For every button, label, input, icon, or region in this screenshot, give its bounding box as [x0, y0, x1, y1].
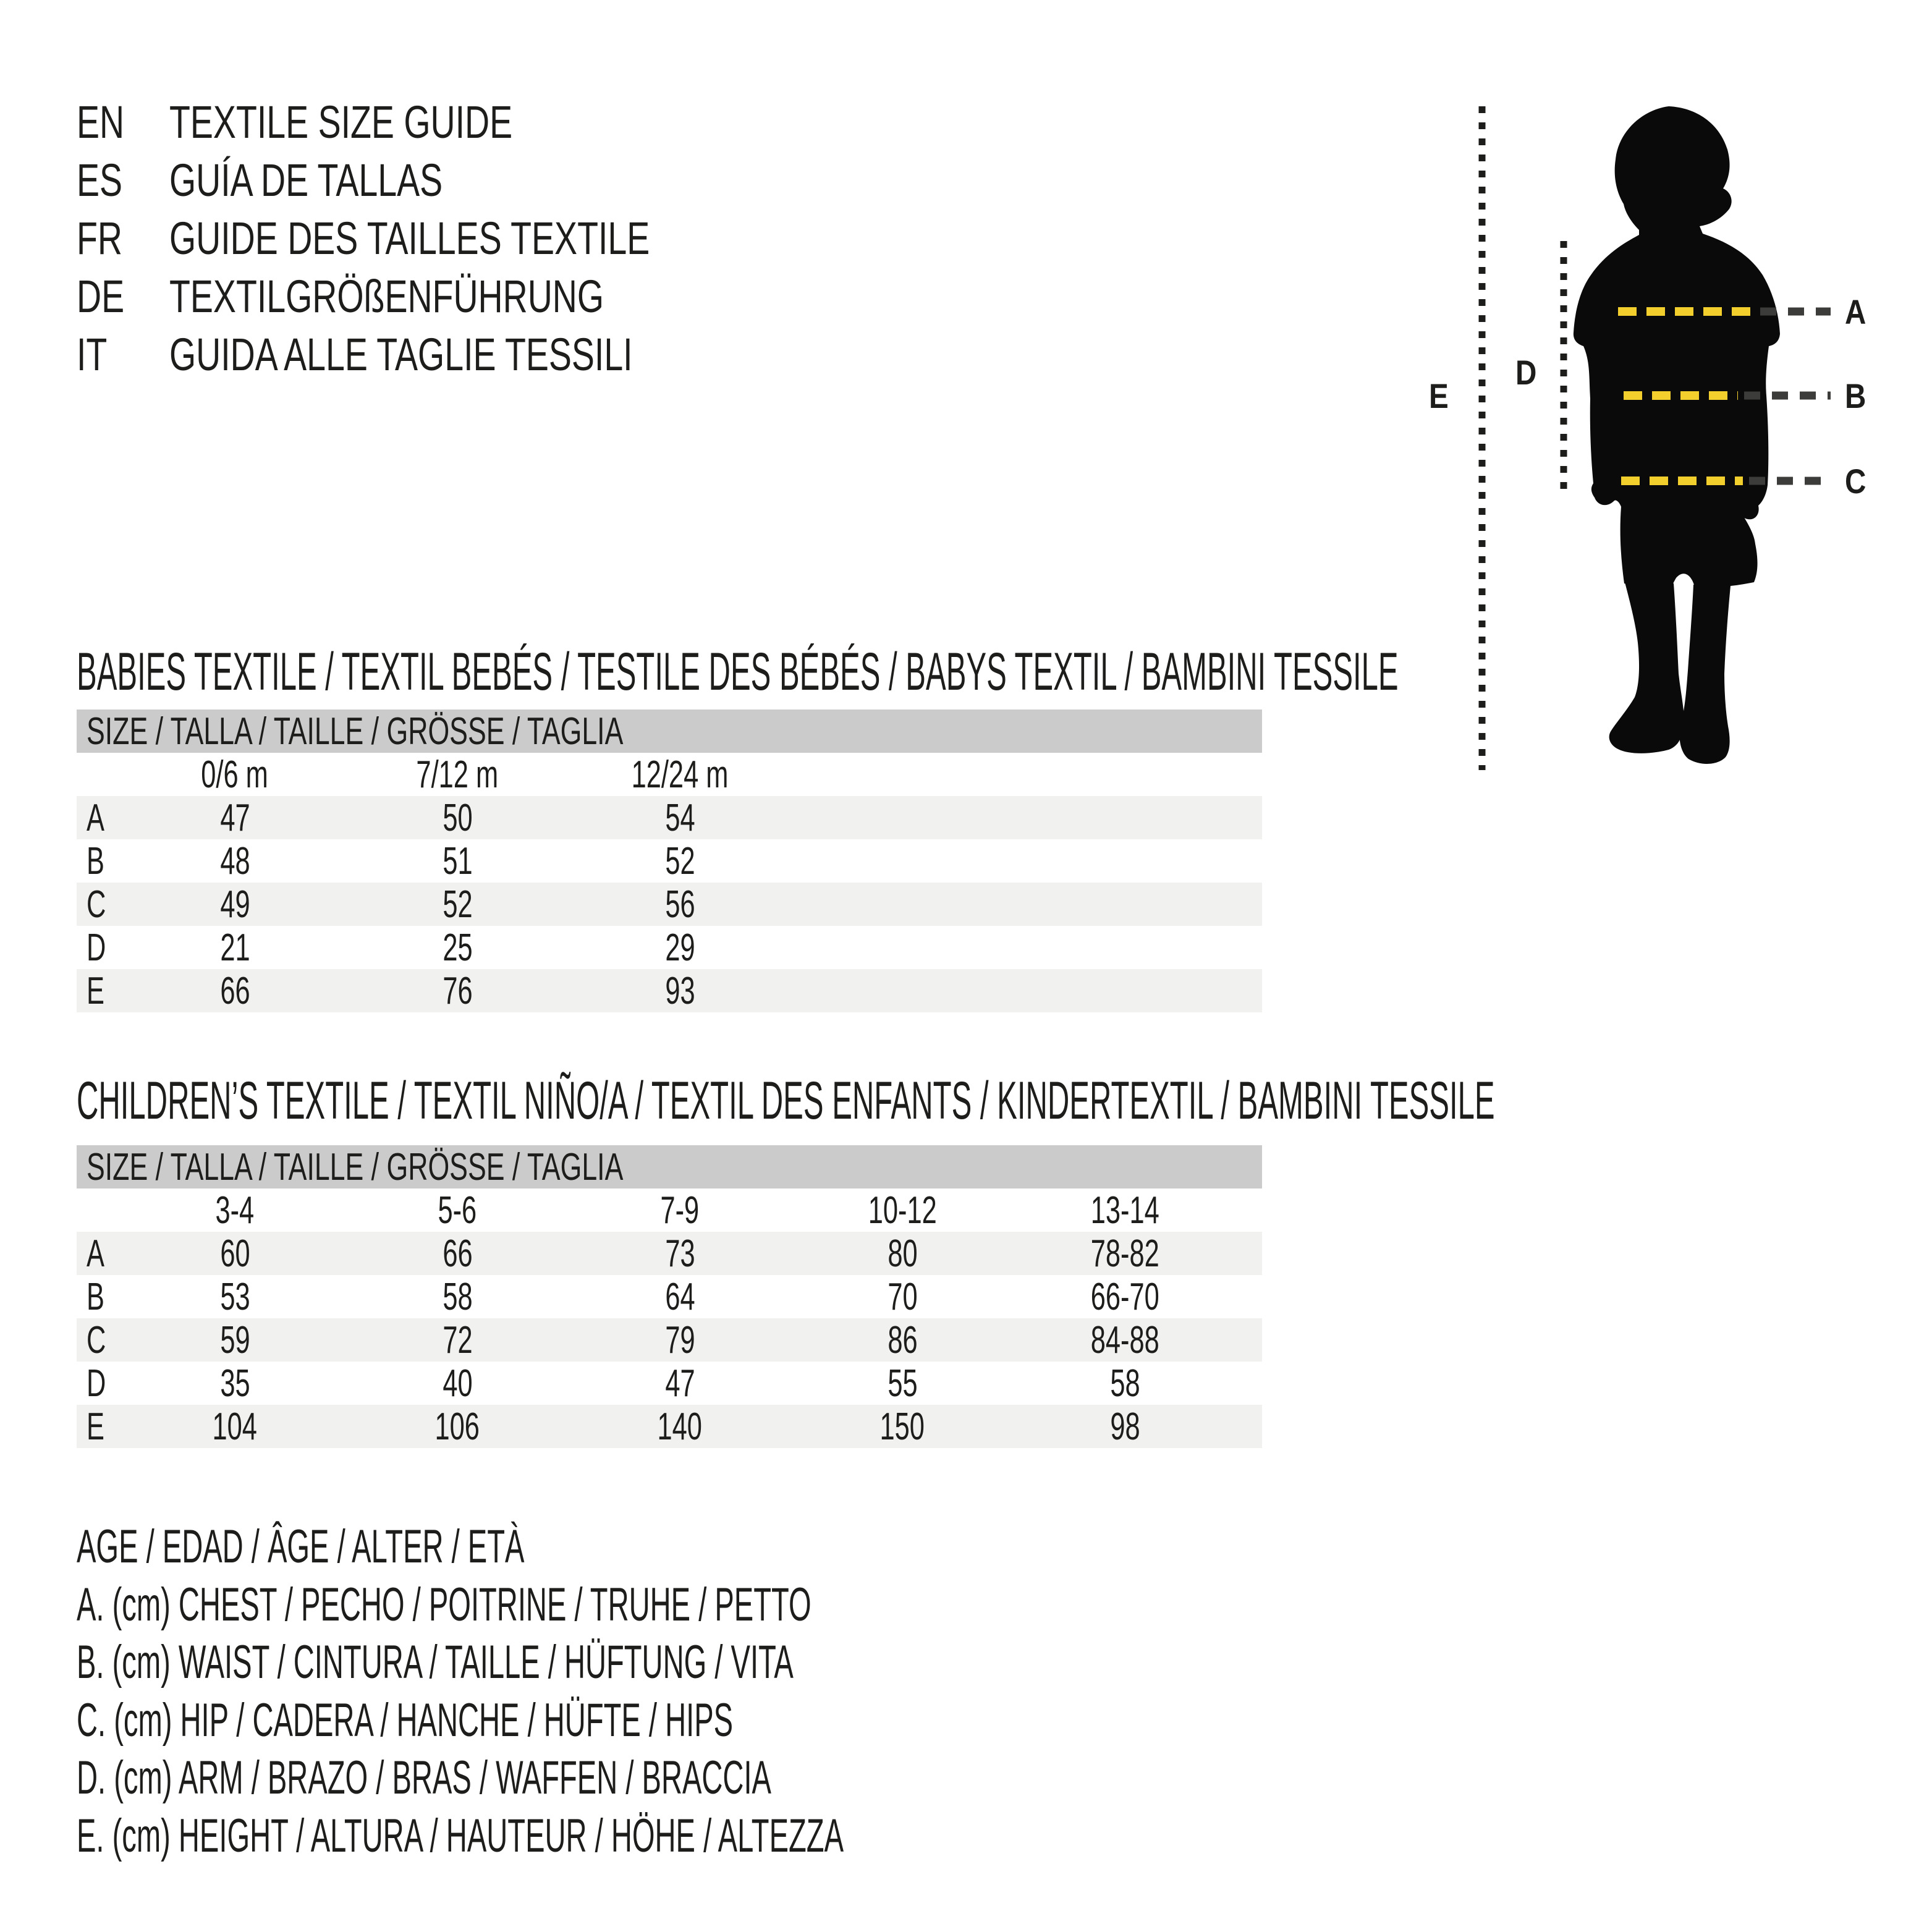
table-cell: 40	[442, 1362, 473, 1405]
table-cell: 84-88	[1090, 1319, 1159, 1362]
measure-label-a: A	[1845, 292, 1866, 331]
row-label: C	[87, 1319, 106, 1362]
table-cell: 78-82	[1090, 1232, 1159, 1275]
row-label: B	[87, 840, 104, 883]
column-header: 12/24 m	[631, 753, 729, 796]
table-cell: 58	[1109, 1362, 1140, 1405]
legend-height: E. (cm) HEIGHT / ALTURA / HAUTEUR / HÖHE / ALTEZZA	[77, 1809, 844, 1862]
table-row-d	[77, 926, 1262, 969]
table-cell: 79	[664, 1319, 695, 1362]
guide-title: GUIDE DES TAILLES TEXTILE	[169, 212, 650, 264]
table-cell: 80	[887, 1232, 918, 1275]
table-row-e	[77, 969, 1262, 1012]
table-cell: 140	[657, 1405, 703, 1448]
table-cell: 21	[219, 926, 250, 969]
table-cell: 64	[664, 1276, 695, 1318]
column-header: 13-14	[1090, 1189, 1159, 1232]
table-cell: 52	[664, 840, 695, 883]
lang-code: FR	[77, 212, 122, 264]
column-header: 5-6	[438, 1189, 477, 1232]
row-label: A	[87, 1232, 104, 1275]
table-row-a	[77, 796, 1262, 839]
legend-arm: D. (cm) ARM / BRAZO / BRAS / WAFFEN / BRACCIA	[77, 1752, 771, 1805]
guide-title: TEXTILGRÖßENFÜHRUNG	[169, 270, 604, 322]
table-cell: 48	[219, 840, 250, 883]
column-header: 3-4	[215, 1189, 255, 1232]
table-cell: 86	[887, 1319, 918, 1362]
measure-label-c: C	[1845, 461, 1866, 501]
legend-chest: A. (cm) CHEST / PECHO / POITRINE / TRUHE / PETTO	[77, 1578, 811, 1631]
table-cell: 70	[887, 1276, 918, 1318]
table-row-d	[77, 1362, 1262, 1405]
lang-code: IT	[77, 328, 108, 380]
table-row-e	[77, 1405, 1262, 1448]
babies-table-size-header: SIZE / TALLA / TAILLE / GRÖSSE / TAGLIA	[77, 710, 1262, 753]
table-cell: 93	[664, 970, 695, 1012]
measure-label-d: D	[1515, 352, 1537, 392]
row-label: B	[87, 1276, 104, 1318]
table-cell: 73	[664, 1232, 695, 1275]
table-row-c	[77, 1318, 1262, 1362]
table-row-b	[77, 1275, 1262, 1318]
babies-size-table	[77, 710, 1262, 1012]
guide-title: GUÍA DE TALLAS	[169, 154, 443, 206]
children-size-table	[77, 1145, 1262, 1448]
table-cell: 60	[219, 1232, 250, 1275]
table-cell: 58	[442, 1276, 473, 1318]
column-header: 0/6 m	[201, 753, 269, 796]
table-cell: 35	[219, 1362, 250, 1405]
table-cell: 56	[664, 883, 695, 926]
legend-age: AGE / EDAD / ÂGE / ALTER / ETÀ	[77, 1520, 525, 1574]
row-label: D	[87, 926, 106, 969]
table-cell: 49	[219, 883, 250, 926]
lang-code: EN	[77, 96, 125, 148]
table-cell: 98	[1109, 1405, 1140, 1448]
table-cell: 47	[664, 1362, 695, 1405]
table-cell: 66	[219, 970, 250, 1012]
table-row-c	[77, 883, 1262, 926]
table-cell: 106	[434, 1405, 480, 1448]
language-title-block	[77, 93, 810, 383]
table-cell: 66	[442, 1232, 473, 1275]
babies-column-header-row	[77, 753, 1262, 796]
legend-hip: C. (cm) HIP / CADERA / HANCHE / HÜFTE / HIPS	[77, 1693, 734, 1747]
table-cell: 50	[442, 797, 473, 839]
measure-label-e: E	[1429, 376, 1449, 415]
table-cell: 72	[442, 1319, 473, 1362]
row-label: A	[87, 797, 104, 839]
table-row-b	[77, 839, 1262, 883]
table-cell: 76	[442, 970, 473, 1012]
table-cell: 150	[879, 1405, 925, 1448]
table-row-a	[77, 1232, 1262, 1275]
column-header: 7/12 m	[416, 753, 499, 796]
babies-section-heading: BABIES TEXTILE / TEXTIL BEBÉS / TESTILE DES BÉBÉS / BABYS TEXTIL / BAMBINI TESSILE	[77, 642, 1399, 701]
column-header: 7-9	[660, 1189, 700, 1232]
guide-title: GUIDA ALLE TAGLIE TESSILI	[169, 328, 633, 380]
lang-code: DE	[77, 270, 125, 322]
children-column-header-row	[77, 1188, 1262, 1232]
table-cell: 53	[219, 1276, 250, 1318]
table-cell: 104	[212, 1405, 258, 1448]
lang-code: ES	[77, 154, 123, 206]
lang-row-it	[77, 325, 810, 383]
measurement-legend	[77, 1518, 1314, 1865]
table-cell: 55	[887, 1362, 918, 1405]
column-header: 10-12	[868, 1189, 937, 1232]
table-cell: 25	[442, 926, 473, 969]
row-label: E	[87, 1405, 104, 1448]
table-cell: 29	[664, 926, 695, 969]
table-cell: 52	[442, 883, 473, 926]
row-label: E	[87, 970, 104, 1012]
children-table-size-header: SIZE / TALLA / TAILLE / GRÖSSE / TAGLIA	[77, 1145, 1262, 1188]
children-section-heading: CHILDREN’S TEXTILE / TEXTIL NIÑO/A / TEXTIL DES ENFANTS / KINDERTEXTIL / BAMBINI TESSILE	[77, 1070, 1495, 1130]
table-cell: 54	[664, 797, 695, 839]
measure-label-b: B	[1845, 376, 1866, 415]
table-cell: 51	[442, 840, 473, 883]
table-cell: 59	[219, 1319, 250, 1362]
lang-row-de	[77, 267, 810, 325]
table-cell: 66-70	[1090, 1276, 1159, 1318]
lang-row-en	[77, 93, 810, 151]
table-cell: 47	[219, 797, 250, 839]
row-label: C	[87, 883, 106, 926]
legend-waist: B. (cm) WAIST / CINTURA / TAILLE / HÜFTUNG / VITA	[77, 1636, 794, 1689]
lang-row-fr	[77, 209, 810, 267]
guide-title: TEXTILE SIZE GUIDE	[169, 96, 513, 148]
row-label: D	[87, 1362, 106, 1405]
lang-row-es	[77, 151, 810, 209]
